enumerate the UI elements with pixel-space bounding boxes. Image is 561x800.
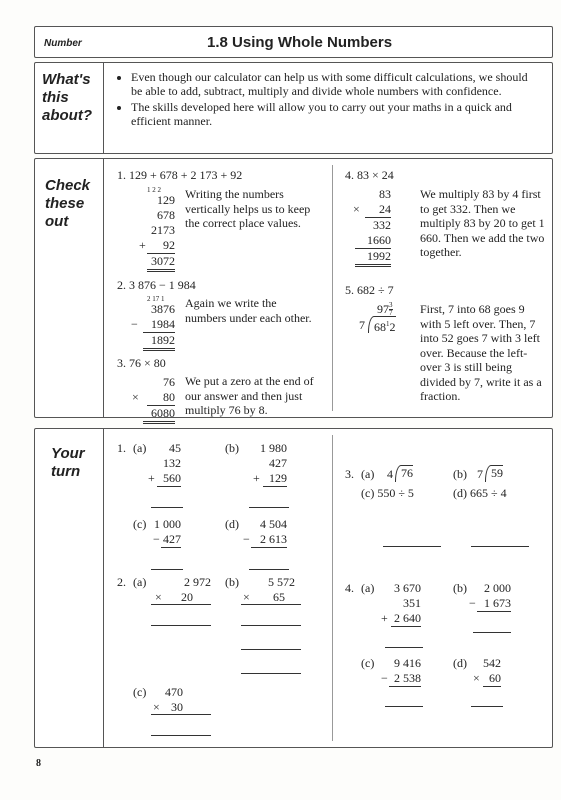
carry-digits: 1 2 2	[147, 186, 161, 194]
minus-sign: −	[153, 532, 160, 546]
check-divider	[103, 159, 104, 417]
times-sign: ×	[243, 590, 250, 604]
times-sign: ×	[153, 700, 160, 714]
part-label: (c)	[133, 517, 147, 531]
turn-divider	[103, 429, 104, 747]
operand: 1 000	[154, 517, 181, 531]
part-label: (b)	[225, 441, 239, 455]
product-answer: 6080	[143, 406, 175, 424]
borrow-digits: 2 17 1	[147, 295, 165, 303]
example-1-title: 1. 129 + 678 + 2 173 + 92	[117, 168, 243, 182]
operand: 5 572	[268, 575, 295, 589]
example-4-explanation: We multiply 83 by 4 first to get 332. Then we multiply 83 by 20 to get 1 660. Then we add the two together.	[420, 187, 545, 259]
minus-sign: −	[381, 671, 388, 685]
working-line	[151, 604, 211, 605]
working-line	[151, 714, 211, 715]
plus-sign: +	[381, 611, 388, 625]
example-5-title: 5. 682 ÷ 7	[345, 283, 394, 297]
difference-answer: 1892	[143, 333, 175, 351]
operand: 4 504	[260, 517, 287, 531]
about-bullet: • Even though our calculator can help us with some difficult calculations, we should be able to add, subtract, multiply and divide whole numbers with confidence.	[131, 70, 535, 98]
operand: 351	[403, 596, 421, 610]
operand: 2 538	[389, 671, 421, 687]
check-panel	[34, 158, 553, 418]
minus-sign: −	[243, 532, 250, 546]
operand: 1 673	[477, 596, 511, 612]
question-number: 1.	[117, 441, 126, 455]
operand: 560	[157, 471, 181, 487]
working-line	[241, 604, 301, 605]
divisor: 7	[359, 318, 365, 332]
operand: 129	[263, 471, 287, 487]
operand: 470	[165, 685, 183, 699]
dividend: 76	[395, 465, 413, 482]
answer-blank[interactable]	[385, 647, 423, 648]
example-1-explanation: Writing the numbers vertically helps us to keep the correct place values.	[185, 187, 311, 230]
times-sign: ×	[132, 390, 139, 404]
about-panel	[34, 62, 553, 154]
operand: 30	[171, 700, 183, 714]
part-label: (b)	[453, 581, 467, 595]
sum-answer: 3072	[147, 254, 175, 272]
answer-blank[interactable]	[249, 569, 289, 570]
header-bar	[34, 26, 553, 58]
operand: 9 416	[394, 656, 421, 670]
answer-blank[interactable]	[249, 507, 289, 508]
operand: 542	[483, 656, 501, 670]
addend: 129	[157, 193, 175, 207]
operand: 2 972	[184, 575, 211, 589]
part-label: (c)	[133, 685, 147, 699]
operand: 45	[169, 441, 181, 455]
question-number: 3.	[345, 467, 354, 481]
subtrahend: 1984	[143, 317, 175, 333]
part-label: (a)	[133, 575, 147, 589]
page-title: 1.8 Using Whole Numbers	[207, 34, 393, 51]
section-label: Number	[44, 38, 82, 49]
minus-sign: −	[131, 317, 138, 331]
example-2-title: 2. 3 876 − 1 984	[117, 278, 196, 292]
your-turn-label: Your turn	[51, 445, 85, 480]
operand: 427	[269, 456, 287, 470]
answer-blank[interactable]	[383, 546, 441, 547]
addend: 2173	[151, 223, 175, 237]
product-answer: 1992	[355, 249, 391, 267]
example-5-explanation: First, 7 into 68 goes 9 with 5 left over. Then, 7 into 52 goes 7 with 3 left over. Because the left-over 3 is still being divided by 7, write it as a fraction.	[420, 302, 542, 403]
part-label: (a)	[361, 581, 375, 595]
operand: 60	[483, 671, 501, 687]
about-label: What's this about?	[42, 71, 92, 124]
answer-blank[interactable]	[471, 706, 503, 707]
answer-blank[interactable]	[473, 632, 511, 633]
multiplicand: 76	[163, 375, 175, 389]
example-3-explanation: We put a zero at the end of our answer and then just multiply 76 by 8.	[185, 374, 314, 417]
operand: 65	[273, 590, 285, 604]
part-label: (d)	[225, 517, 239, 531]
answer-blank[interactable]	[151, 625, 211, 626]
multiplier: 80	[147, 390, 175, 406]
operand: 20	[181, 590, 193, 604]
about-divider	[103, 63, 104, 153]
part-label: (b)	[225, 575, 239, 589]
times-sign: ×	[155, 590, 162, 604]
answer-blank[interactable]	[385, 706, 423, 707]
addend: 678	[157, 208, 175, 222]
check-label: Check these out	[45, 177, 91, 230]
addend: 92	[147, 238, 175, 254]
answer-blank[interactable]	[151, 569, 183, 570]
part-label: (a)	[133, 441, 147, 455]
check-mid-divider	[332, 165, 333, 411]
question-number: 4.	[345, 581, 354, 595]
question-3d: (d) 665 ÷ 4	[453, 486, 507, 500]
times-sign: ×	[473, 671, 480, 685]
example-3-title: 3. 76 × 80	[117, 356, 166, 370]
operand: 2 000	[484, 581, 511, 595]
answer-blank[interactable]	[151, 507, 183, 508]
operand: 3 670	[394, 581, 421, 595]
partial-product: 332	[373, 218, 391, 232]
part-label: (a)	[361, 467, 375, 481]
question-3c: (c) 550 ÷ 5	[361, 486, 414, 500]
operand: 2 613	[251, 532, 287, 548]
long-division-quotient: 97 $\frac{3}{7}$	[377, 301, 393, 317]
example-4-title: 4. 83 × 24	[345, 168, 394, 182]
turn-mid-divider	[332, 435, 333, 741]
dividend: $68^12$	[368, 316, 396, 333]
divisor: 7	[477, 467, 483, 481]
operand: 132	[163, 456, 181, 470]
example-2-explanation: Again we write the numbers under each other.	[185, 296, 312, 325]
operand: 1 980	[260, 441, 287, 455]
operand: 427	[163, 532, 181, 546]
answer-blank[interactable]	[241, 649, 301, 650]
partial-product: 1660	[355, 233, 391, 249]
about-bullets	[115, 70, 535, 130]
part-label: (d)	[453, 656, 467, 670]
answer-blank[interactable]	[241, 625, 301, 626]
plus-sign: +	[139, 238, 146, 252]
dividend: 59	[485, 465, 503, 482]
question-number: 2.	[117, 575, 126, 589]
operand: 2 640	[391, 611, 421, 627]
minuend: 3876	[151, 302, 175, 316]
divisor: 4	[387, 467, 393, 481]
part-label: (c)	[361, 656, 375, 670]
multiplicand: 83	[379, 187, 391, 201]
about-bullet: • The skills developed here will allow you to carry out your maths in a quick and efficient manner.	[131, 100, 535, 128]
answer-blank[interactable]	[241, 673, 301, 674]
your-turn-panel	[34, 428, 553, 748]
plus-sign: +	[253, 471, 260, 485]
page-number: 8	[36, 758, 41, 769]
minus-sign: −	[469, 596, 476, 610]
multiplier: 24	[365, 202, 391, 218]
times-sign: ×	[353, 202, 360, 216]
part-label: (b)	[453, 467, 467, 481]
answer-blank[interactable]	[471, 546, 529, 547]
plus-sign: +	[148, 471, 155, 485]
answer-blank[interactable]	[151, 735, 211, 736]
